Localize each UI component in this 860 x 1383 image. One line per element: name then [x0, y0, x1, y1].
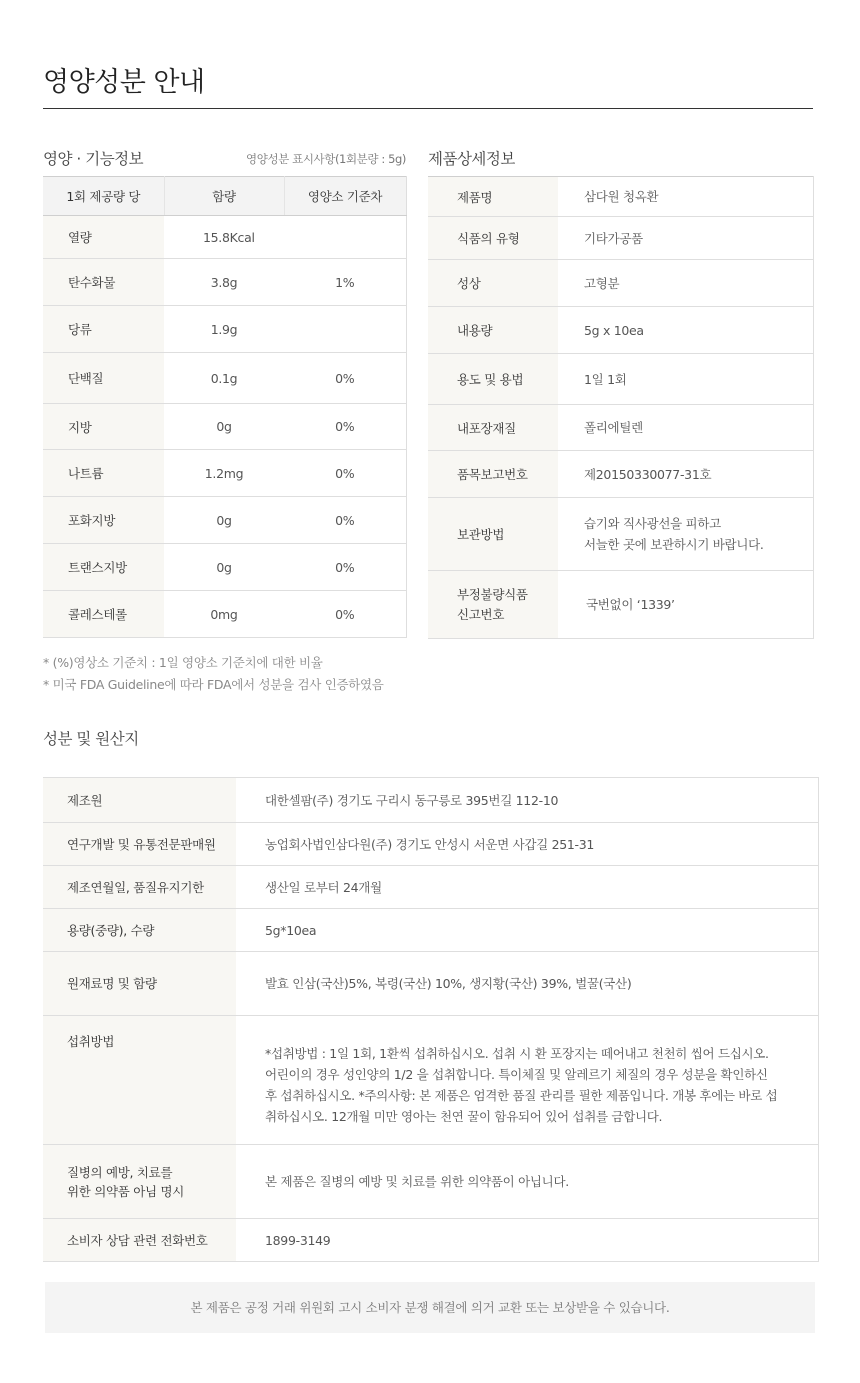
detail-value: 폴리에틸렌	[558, 405, 813, 451]
ingredients-table	[43, 777, 819, 1262]
detail-label: 제품명	[428, 177, 558, 217]
detail-value: 제20150330077-31호	[558, 451, 813, 498]
nutrient-name: 당류	[43, 306, 164, 353]
table-row	[43, 404, 406, 450]
detail-value: 5g x 10ea	[558, 307, 813, 354]
nutrient-amount: 0.1g	[164, 353, 284, 404]
nutrition-footnote: * 미국 FDA Guideline에 따라 FDA에서 성분을 검사 인증하였음	[43, 677, 384, 692]
ingredient-value: *섭취방법 : 1일 1회, 1환씩 섭취하십시오. 섭취 시 환 포장지는 떼어내고 천천히 씹어 드십시오. 어린이의 경우 성인양의 1/2 을 섭취합니다. 특이체질 및 알레르기 체질의 경우 성분을 확인하신 후 섭취하십시오. *주의사항: 본 제품은 엄격한 품질 관리를 필한 제품입니다. 개봉 후에는 바로 섭취하십시오. 12개월 미만 영아는 천연 꿀이 함유되어 있어 섭취를 금합니다.	[236, 1016, 818, 1145]
table-row	[43, 1145, 818, 1219]
nutrient-percent: 0%	[284, 497, 406, 544]
nutrient-amount: 1.9g	[164, 306, 284, 353]
table-row	[43, 544, 406, 591]
nutrient-percent: 0%	[284, 591, 406, 638]
product-detail-table	[428, 176, 814, 639]
nutrient-amount: 0mg	[164, 591, 284, 638]
table-row	[428, 498, 813, 571]
table-row	[428, 354, 813, 405]
nutrition-table	[43, 176, 407, 638]
table-row	[43, 909, 818, 952]
title-divider	[43, 108, 813, 109]
detail-value: 고형분	[558, 260, 813, 307]
table-row	[43, 216, 406, 259]
nutrition-footnote: * (%)영상소 기준치 : 1일 영양소 기준치에 대한 비율	[43, 655, 323, 670]
table-row	[43, 259, 406, 306]
nutrition-header-amount: 함량	[164, 177, 284, 216]
nutrient-amount: 0g	[164, 497, 284, 544]
nutrient-percent: 0%	[284, 353, 406, 404]
nutrient-name: 탄수화물	[43, 259, 164, 306]
nutrition-header-row	[43, 177, 406, 216]
detail-value-line: 서늘한 곳에 보관하시기 바랍니다.	[584, 537, 764, 552]
detail-label	[428, 571, 558, 639]
page-title: 영양성분 안내	[43, 67, 205, 98]
detail-label: 성상	[428, 260, 558, 307]
table-row	[428, 451, 813, 498]
table-row	[43, 450, 406, 497]
ingredient-label-line: 질병의 예방, 치료를	[67, 1164, 173, 1180]
ingredient-label: 제조원	[43, 778, 236, 823]
ingredient-label: 소비자 상담 관련 전화번호	[43, 1219, 236, 1262]
ingredient-value: 5g*10ea	[236, 909, 818, 952]
nutrition-header-serving: 1회 제공량 당	[43, 177, 164, 216]
ingredients-heading: 성분 및 원산지	[43, 730, 139, 748]
ingredient-label: 원재료명 및 함량	[43, 952, 236, 1016]
table-row	[43, 591, 406, 638]
nutrient-amount: 0g	[164, 404, 284, 450]
nutrient-name: 나트륨	[43, 450, 164, 497]
nutrient-amount: 3.8g	[164, 259, 284, 306]
table-row	[43, 1219, 818, 1262]
detail-label: 품목보고번호	[428, 451, 558, 498]
nutrient-amount: 15.8Kcal	[164, 216, 284, 259]
ingredient-label: 연구개발 및 유통전문판매원	[43, 823, 236, 866]
nutrient-percent: 0%	[284, 404, 406, 450]
ingredient-value: 본 제품은 질병의 예방 및 치료를 위한 의약품이 아닙니다.	[236, 1145, 818, 1219]
table-row	[428, 405, 813, 451]
table-row	[43, 866, 818, 909]
nutrient-percent: 1%	[284, 259, 406, 306]
table-row	[428, 177, 813, 217]
table-row	[428, 571, 813, 639]
nutrition-serving-note: 영양성분 표시사항(1회분량 : 5g)	[246, 152, 406, 166]
nutrient-percent: 0%	[284, 450, 406, 497]
detail-value: 삼다원 청옥환	[558, 177, 813, 217]
detail-label: 식품의 유형	[428, 217, 558, 260]
table-row	[43, 1016, 818, 1145]
ingredient-value: 1899-3149	[236, 1219, 818, 1262]
nutrition-heading: 영양 · 기능정보	[43, 150, 144, 168]
nutrient-amount: 1.2mg	[164, 450, 284, 497]
ingredient-label: 섭취방법	[43, 1016, 236, 1145]
ingredient-label-line: 위한 의약품 아님 명시	[67, 1183, 184, 1199]
detail-value: 국번없이 ‘1339’	[558, 571, 813, 639]
table-row	[43, 306, 406, 353]
table-row	[428, 260, 813, 307]
ingredient-value: 생산일 로부터 24개월	[236, 866, 818, 909]
table-row	[43, 952, 818, 1016]
ingredient-value: 발효 인삼(국산)5%, 복령(국산) 10%, 생지황(국산) 39%, 벌꿀(국산)	[236, 952, 818, 1016]
nutrient-name: 포화지방	[43, 497, 164, 544]
table-row	[428, 307, 813, 354]
nutrient-percent	[284, 216, 406, 259]
detail-value-line: 습기와 직사광선을 피하고	[584, 516, 721, 531]
nutrient-name: 열량	[43, 216, 164, 259]
nutrient-name: 콜레스테롤	[43, 591, 164, 638]
ingredient-value: 농업회사법인삼다원(주) 경기도 안성시 서운면 사갑길 251-31	[236, 823, 818, 866]
detail-label-line: 부정불량식품	[457, 586, 528, 602]
detail-label: 내용량	[428, 307, 558, 354]
exchange-notice: 본 제품은 공정 거래 위원회 고시 소비자 분쟁 해결에 의거 교환 또는 보상받을 수 있습니다.	[45, 1282, 815, 1333]
nutrient-name: 지방	[43, 404, 164, 450]
table-row	[43, 778, 818, 823]
ingredient-value: 대한셀팜(주) 경기도 구리시 동구릉로 395번길 112-10	[236, 778, 818, 823]
nutrition-header-daily-value: 영양소 기준차	[284, 177, 406, 216]
nutrient-amount: 0g	[164, 544, 284, 591]
detail-label-line: 신고번호	[457, 606, 505, 622]
detail-label: 보관방법	[428, 498, 558, 571]
detail-value: 1일 1회	[558, 354, 813, 405]
detail-value: 기타가공품	[558, 217, 813, 260]
ingredient-label	[43, 1145, 236, 1219]
table-row	[43, 497, 406, 544]
table-row	[428, 217, 813, 260]
nutrient-name: 단백질	[43, 353, 164, 404]
detail-label: 용도 및 용법	[428, 354, 558, 405]
ingredient-label: 용량(중량), 수량	[43, 909, 236, 952]
detail-label: 내포장재질	[428, 405, 558, 451]
table-row	[43, 353, 406, 404]
nutrient-name: 트랜스지방	[43, 544, 164, 591]
detail-value	[558, 498, 813, 571]
table-row	[43, 823, 818, 866]
detail-heading: 제품상세정보	[428, 150, 515, 168]
nutrient-percent: 0%	[284, 544, 406, 591]
ingredient-label: 제조연월일, 품질유지기한	[43, 866, 236, 909]
nutrient-percent	[284, 306, 406, 353]
